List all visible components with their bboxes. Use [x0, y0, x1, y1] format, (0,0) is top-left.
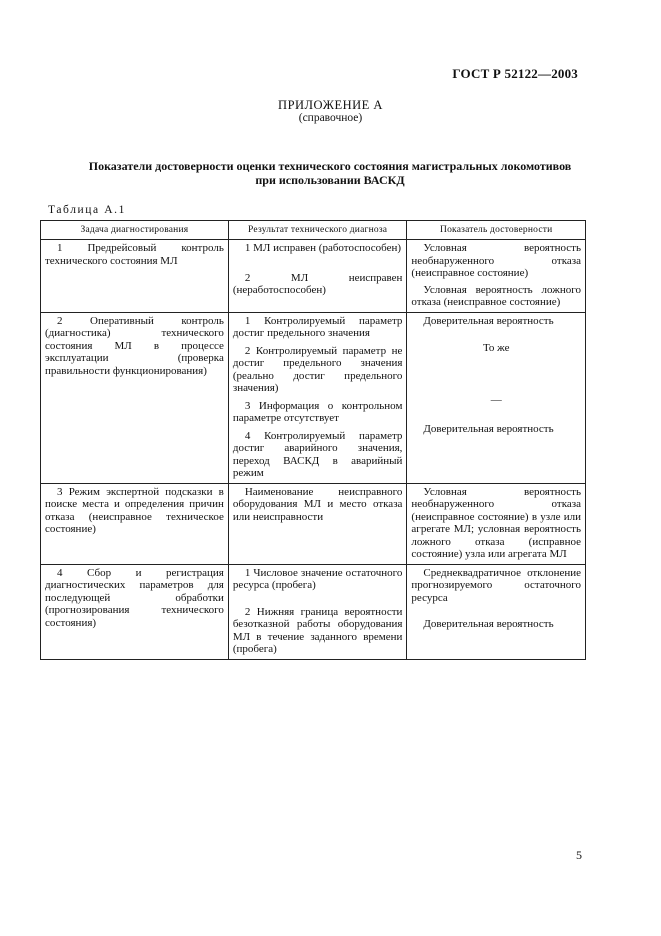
section-title-line-2: при использовании ВАСКД	[255, 173, 405, 187]
indicator-cell	[407, 312, 586, 483]
diagnostics-table	[40, 220, 586, 660]
task-text: 2 Оперативный контроль (диагностика) технического состояния МЛ в процессе эксплуатации (проверка правильности функционирования)	[45, 314, 224, 377]
task-cell	[41, 483, 229, 564]
result-text: 3 Информация о контрольном параметре отсутствует	[232, 399, 403, 424]
table-row	[41, 483, 586, 564]
indicator-text: Условная вероятность ложного отказа (неисправное состояние)	[411, 283, 581, 308]
task-cell	[41, 240, 229, 313]
section-title	[40, 159, 620, 187]
result-text: 1 Числовое значение остаточного ресурса (пробега)	[232, 566, 403, 591]
indicator-cell	[407, 564, 586, 659]
section-title-line-1: Показатели достоверности оценки технического состояния магистральных локомотивов	[88, 159, 572, 173]
task-text: 1 Предрейсовый контроль технического состояния МЛ	[45, 242, 224, 267]
table-row	[41, 240, 586, 313]
document-code: ГОСТ Р 52122—2003	[452, 66, 578, 81]
page-number: 5	[576, 848, 582, 862]
result-cell	[228, 564, 407, 659]
column-header-result: Результат технического диагноза	[228, 221, 407, 240]
indicator-text: Доверительная вероятность	[423, 314, 554, 327]
result-cell	[228, 312, 407, 483]
task-text: 3 Режим экспертной подсказки в поиске места и определения причин отказа (неисправное техническое состояние)	[45, 485, 224, 535]
result-text: 1 Контролируемый параметр достиг предельного значения	[232, 314, 403, 339]
task-text: 4 Сбор и регистрация диагностических параметров для последующей обработки (прогнозирования технического состояния)	[45, 566, 224, 629]
result-cell	[228, 483, 407, 564]
table-row	[41, 312, 586, 483]
indicator-cell	[407, 240, 586, 313]
indicator-text: Доверительная вероятность	[423, 618, 554, 630]
result-text: 2 Нижняя граница вероятности безотказной работы оборудования МЛ в течение заданного времени (пробега)	[232, 605, 403, 655]
table-row	[41, 564, 586, 659]
indicator-text: Условная вероятность необнаруженного отказа (неисправное состояние)	[411, 242, 581, 279]
table-label: Таблица А.1	[48, 204, 126, 216]
result-text: Наименование неисправного оборудования МЛ и место отказа или неисправности	[232, 485, 403, 523]
indicator-cell	[407, 483, 586, 564]
indicator-text: —	[490, 393, 502, 406]
task-cell	[41, 312, 229, 483]
task-cell	[41, 564, 229, 659]
indicator-text: То же	[482, 342, 510, 354]
indicator-text: Доверительная вероятность	[423, 423, 554, 435]
indicator-text: Среднеквадратичное отклонение прогнозируемого остаточного ресурса	[411, 566, 581, 604]
result-text: 2 Контролируемый параметр не достиг предельного значения (реально достиг предельного значения)	[232, 344, 403, 394]
indicator-text: Условная вероятность необнаруженного отказа (неисправное состояние) в узле или агрегате МЛ; условная вероятность ложного отказа (исправное состояние) узла или агрегата МЛ	[411, 485, 581, 560]
table-header-row	[41, 221, 586, 240]
result-text: 2 МЛ неисправен (неработоспособен)	[232, 271, 403, 296]
result-text: 1 МЛ исправен (работоспособен)	[244, 242, 402, 254]
column-header-task: Задача диагностирования	[41, 221, 229, 240]
result-text: 4 Контролируемый параметр достиг аварийного значения, переход ВАСКД в аварийный режим	[232, 429, 403, 479]
result-cell	[228, 240, 407, 313]
appendix-title: ПРИЛОЖЕНИЕ А	[278, 98, 383, 112]
column-header-indicator: Показатель достоверности	[407, 221, 586, 240]
appendix-subtitle: (справочное)	[298, 112, 363, 124]
